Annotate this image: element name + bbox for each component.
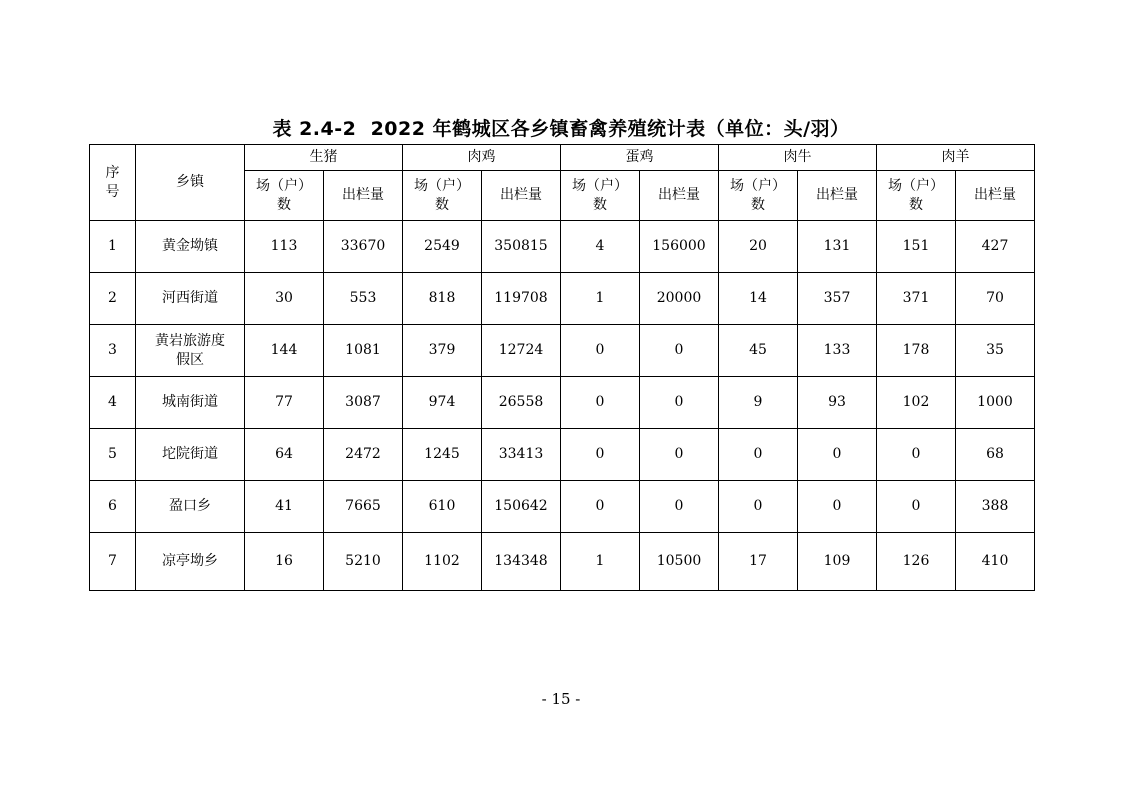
cell: 1000 [956,377,1035,429]
row-town: 城南街道 [136,377,245,429]
header-group-pig: 生猪 [245,145,403,171]
cell: 1245 [403,429,482,481]
cell: 35 [956,325,1035,377]
cell: 30 [245,273,324,325]
cell: 4 [561,221,640,273]
cell: 131 [798,221,877,273]
cell: 109 [798,533,877,591]
table-title: 表 2.4-2 2022 年鹤城区各乡镇畜禽养殖统计表（单位：头/羽） [272,118,850,140]
row-index: 2 [90,273,136,325]
cell: 5210 [324,533,403,591]
table-row [90,481,1035,533]
cell: 16 [245,533,324,591]
header-output: 出栏量 [640,171,719,221]
cell: 113 [245,221,324,273]
cell: 20 [719,221,798,273]
cell: 2549 [403,221,482,273]
cell: 17 [719,533,798,591]
cell: 151 [877,221,956,273]
cell: 41 [245,481,324,533]
cell: 1 [561,533,640,591]
header-output: 出栏量 [482,171,561,221]
row-index: 5 [90,429,136,481]
table-row [90,533,1035,591]
cell: 70 [956,273,1035,325]
cell: 2472 [324,429,403,481]
row-town: 河西街道 [136,273,245,325]
row-town: 坨院街道 [136,429,245,481]
cell: 150642 [482,481,561,533]
page-number: - 15 - [541,690,581,708]
cell: 68 [956,429,1035,481]
cell: 119708 [482,273,561,325]
cell: 553 [324,273,403,325]
header-output: 出栏量 [324,171,403,221]
row-town: 盈口乡 [136,481,245,533]
row-index: 6 [90,481,136,533]
cell: 26558 [482,377,561,429]
cell: 33413 [482,429,561,481]
cell: 7665 [324,481,403,533]
table-row [90,325,1035,377]
cell: 0 [561,377,640,429]
cell: 144 [245,325,324,377]
cell: 0 [561,429,640,481]
cell: 0 [719,429,798,481]
cell: 126 [877,533,956,591]
row-town: 黄金坳镇 [136,221,245,273]
cell: 134348 [482,533,561,591]
cell: 133 [798,325,877,377]
cell: 0 [719,481,798,533]
cell: 0 [877,481,956,533]
cell: 0 [798,429,877,481]
cell: 0 [798,481,877,533]
cell: 102 [877,377,956,429]
header-group-beef-cattle: 肉牛 [719,145,877,171]
cell: 12724 [482,325,561,377]
cell: 3087 [324,377,403,429]
cell: 77 [245,377,324,429]
cell: 427 [956,221,1035,273]
cell: 0 [640,325,719,377]
table-row [90,221,1035,273]
cell: 64 [245,429,324,481]
cell: 1081 [324,325,403,377]
row-town: 凉亭坳乡 [136,533,245,591]
row-index: 7 [90,533,136,591]
header-group-mutton-sheep: 肉羊 [877,145,1035,171]
row-index: 3 [90,325,136,377]
cell: 178 [877,325,956,377]
header-farms: 场（户）数 [877,171,956,221]
table-row [90,273,1035,325]
header-group-layer: 蛋鸡 [561,145,719,171]
cell: 0 [640,377,719,429]
header-row-groups [90,145,1035,171]
cell: 1102 [403,533,482,591]
header-output: 出栏量 [956,171,1035,221]
cell: 0 [561,325,640,377]
cell: 0 [640,481,719,533]
cell: 20000 [640,273,719,325]
livestock-table [89,144,1035,591]
header-farms: 场（户）数 [403,171,482,221]
cell: 410 [956,533,1035,591]
header-output: 出栏量 [798,171,877,221]
table-row [90,377,1035,429]
row-town: 黄岩旅游度假区 [136,325,245,377]
cell: 371 [877,273,956,325]
header-farms: 场（户）数 [561,171,640,221]
table-row [90,429,1035,481]
cell: 156000 [640,221,719,273]
header-group-broiler: 肉鸡 [403,145,561,171]
row-index: 1 [90,221,136,273]
cell: 0 [640,429,719,481]
cell: 350815 [482,221,561,273]
cell: 33670 [324,221,403,273]
header-town: 乡镇 [136,145,245,221]
cell: 1 [561,273,640,325]
cell: 14 [719,273,798,325]
cell: 0 [877,429,956,481]
cell: 974 [403,377,482,429]
row-index: 4 [90,377,136,429]
header-farms: 场（户）数 [719,171,798,221]
cell: 388 [956,481,1035,533]
header-farms: 场（户）数 [245,171,324,221]
cell: 610 [403,481,482,533]
cell: 379 [403,325,482,377]
cell: 0 [561,481,640,533]
cell: 45 [719,325,798,377]
cell: 9 [719,377,798,429]
header-index: 序号 [90,145,136,221]
cell: 357 [798,273,877,325]
cell: 10500 [640,533,719,591]
cell: 818 [403,273,482,325]
cell: 93 [798,377,877,429]
